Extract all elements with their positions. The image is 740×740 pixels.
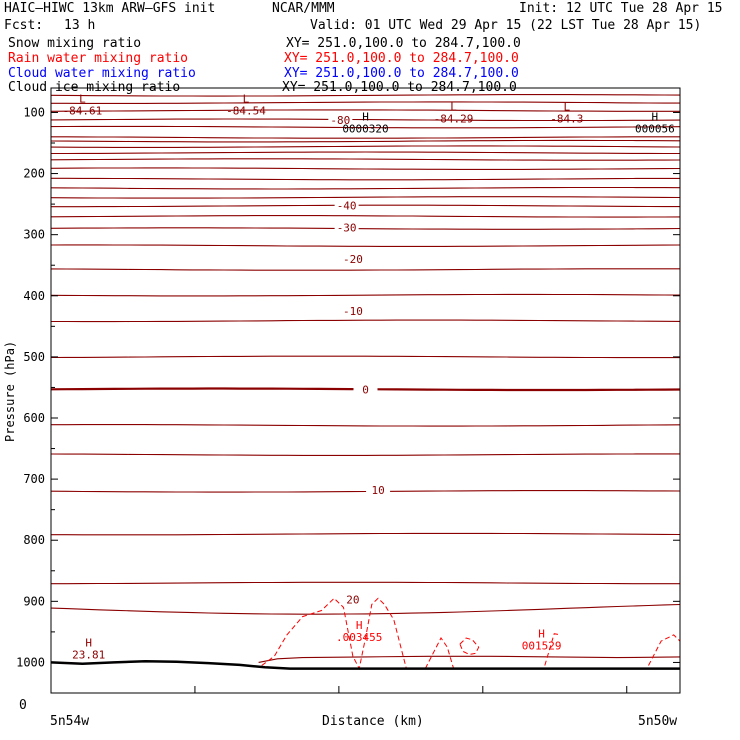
isotherm-layer bbox=[51, 92, 680, 663]
y-tick-label: 100 bbox=[23, 105, 45, 120]
extremum-value: .003455 bbox=[336, 630, 383, 644]
isotherm-line bbox=[51, 216, 680, 218]
field-cloudwater-xy: XY= 251.0,100.0 to 284.7,100.0 bbox=[284, 66, 519, 81]
contour-label: 20 bbox=[346, 593, 360, 607]
isotherm-line bbox=[51, 605, 680, 615]
isotherm-line bbox=[51, 582, 680, 583]
isotherm-line bbox=[51, 228, 680, 230]
isotherm-line bbox=[51, 245, 680, 247]
isotherm-line bbox=[51, 137, 680, 138]
isotherm-line bbox=[51, 188, 680, 190]
y-tick-label: 900 bbox=[23, 594, 45, 609]
field-snow-xy: XY= 251.0,100.0 to 284.7,100.0 bbox=[286, 36, 521, 51]
field-rain-xy: XY= 251.0,100.0 to 284.7,100.0 bbox=[284, 51, 519, 66]
y-tick-label: 200 bbox=[23, 166, 45, 181]
contour-label: 10 bbox=[371, 484, 385, 498]
y-tick-label: 1000 bbox=[16, 655, 45, 670]
field-cloudice-xy: XY= 251.0,100.0 to 284.7,100.0 bbox=[282, 80, 517, 95]
isotherm-line bbox=[51, 197, 680, 198]
extremum-value: 0000320 bbox=[342, 122, 389, 136]
extremum-value: -84.3 bbox=[550, 112, 584, 126]
isotherm-line bbox=[51, 356, 680, 357]
rain-contour bbox=[425, 638, 453, 669]
extremum-value: -84.29 bbox=[433, 112, 474, 126]
x-zero-label: 0 bbox=[19, 698, 27, 713]
extremum-symbol: H bbox=[651, 110, 659, 124]
isotherm-line bbox=[51, 294, 680, 296]
isotherm-line bbox=[51, 102, 680, 104]
contour-label: -10 bbox=[342, 305, 363, 319]
x-axis-title: Distance (km) bbox=[322, 714, 424, 729]
extremum-symbol: H bbox=[355, 618, 363, 632]
extremum-symbol: L bbox=[450, 100, 457, 114]
y-tick-label: 400 bbox=[23, 288, 45, 303]
contour-label: -40 bbox=[336, 199, 357, 213]
isotherm-line bbox=[51, 95, 680, 97]
extremum-symbol: H bbox=[362, 110, 369, 124]
extremum-value: -84.61 bbox=[62, 104, 103, 118]
isotherm-line bbox=[51, 205, 680, 207]
organization: NCAR/MMM bbox=[272, 1, 335, 16]
init-time: Init: 12 UTC Tue 28 Apr 15 bbox=[519, 1, 723, 16]
extremum-value: -84.54 bbox=[226, 104, 266, 118]
field-cloudwater-name: Cloud water mixing ratio bbox=[8, 66, 196, 81]
isotherm-line bbox=[51, 178, 680, 180]
contour-label-layer bbox=[63, 93, 675, 662]
y-tick-label: 500 bbox=[23, 349, 45, 364]
isotherm-line bbox=[51, 168, 680, 170]
isotherm-line bbox=[51, 269, 680, 270]
isotherm-line bbox=[51, 159, 680, 160]
contour-label: -80 bbox=[330, 113, 351, 127]
extremum-symbol: L bbox=[79, 92, 86, 106]
y-axis-title: Pressure (hPa) bbox=[3, 340, 17, 442]
y-tick-label: 800 bbox=[23, 533, 45, 548]
extremum-symbol: L bbox=[242, 92, 250, 106]
extremum-symbol: L bbox=[563, 100, 571, 114]
forecast-label: Fcst: bbox=[4, 18, 44, 33]
extremum-value: 23.81 bbox=[72, 648, 106, 662]
field-rain-name: Rain water mixing ratio bbox=[8, 51, 189, 66]
model-title: HAIC–HIWC 13km ARW–GFS init bbox=[4, 1, 216, 16]
isotherm-line bbox=[51, 146, 680, 148]
extremum-value: 000056 bbox=[634, 122, 675, 136]
extremum-symbol: H bbox=[538, 627, 545, 641]
isotherm-line bbox=[51, 152, 680, 154]
isotherm-line bbox=[51, 533, 680, 534]
contour-label: 0 bbox=[362, 383, 369, 397]
contour-label: -30 bbox=[336, 221, 357, 235]
isotherm-line bbox=[51, 140, 680, 142]
rain-contour bbox=[460, 638, 479, 655]
forecast-hours: 13 h bbox=[64, 18, 96, 33]
rain-contour bbox=[649, 635, 681, 666]
terrain-line bbox=[51, 661, 680, 668]
extremum-value: 001529 bbox=[521, 639, 562, 653]
x-right-tick-label: 5n50w bbox=[638, 714, 678, 729]
field-cloudice-name: Cloud ice mixing ratio bbox=[8, 80, 181, 95]
isotherm-line bbox=[51, 425, 680, 427]
extremum-symbol: H bbox=[85, 636, 93, 650]
field-snow-name: Snow mixing ratio bbox=[8, 36, 142, 51]
valid-time: Valid: 01 UTC Wed 29 Apr 15 (22 LST Tue 28 Apr 15) bbox=[310, 18, 702, 33]
x-left-tick-label: 5n54w bbox=[50, 714, 90, 729]
y-tick-label: 300 bbox=[23, 227, 45, 242]
y-tick-label: 700 bbox=[23, 472, 45, 487]
y-tick-label: 600 bbox=[23, 411, 45, 425]
terrain-layer bbox=[51, 661, 680, 668]
isotherm-line bbox=[51, 454, 680, 456]
isotherm-line bbox=[51, 320, 680, 322]
isotherm-line bbox=[259, 656, 680, 662]
contour-label: -20 bbox=[342, 253, 363, 267]
isotherm-line bbox=[51, 491, 680, 493]
